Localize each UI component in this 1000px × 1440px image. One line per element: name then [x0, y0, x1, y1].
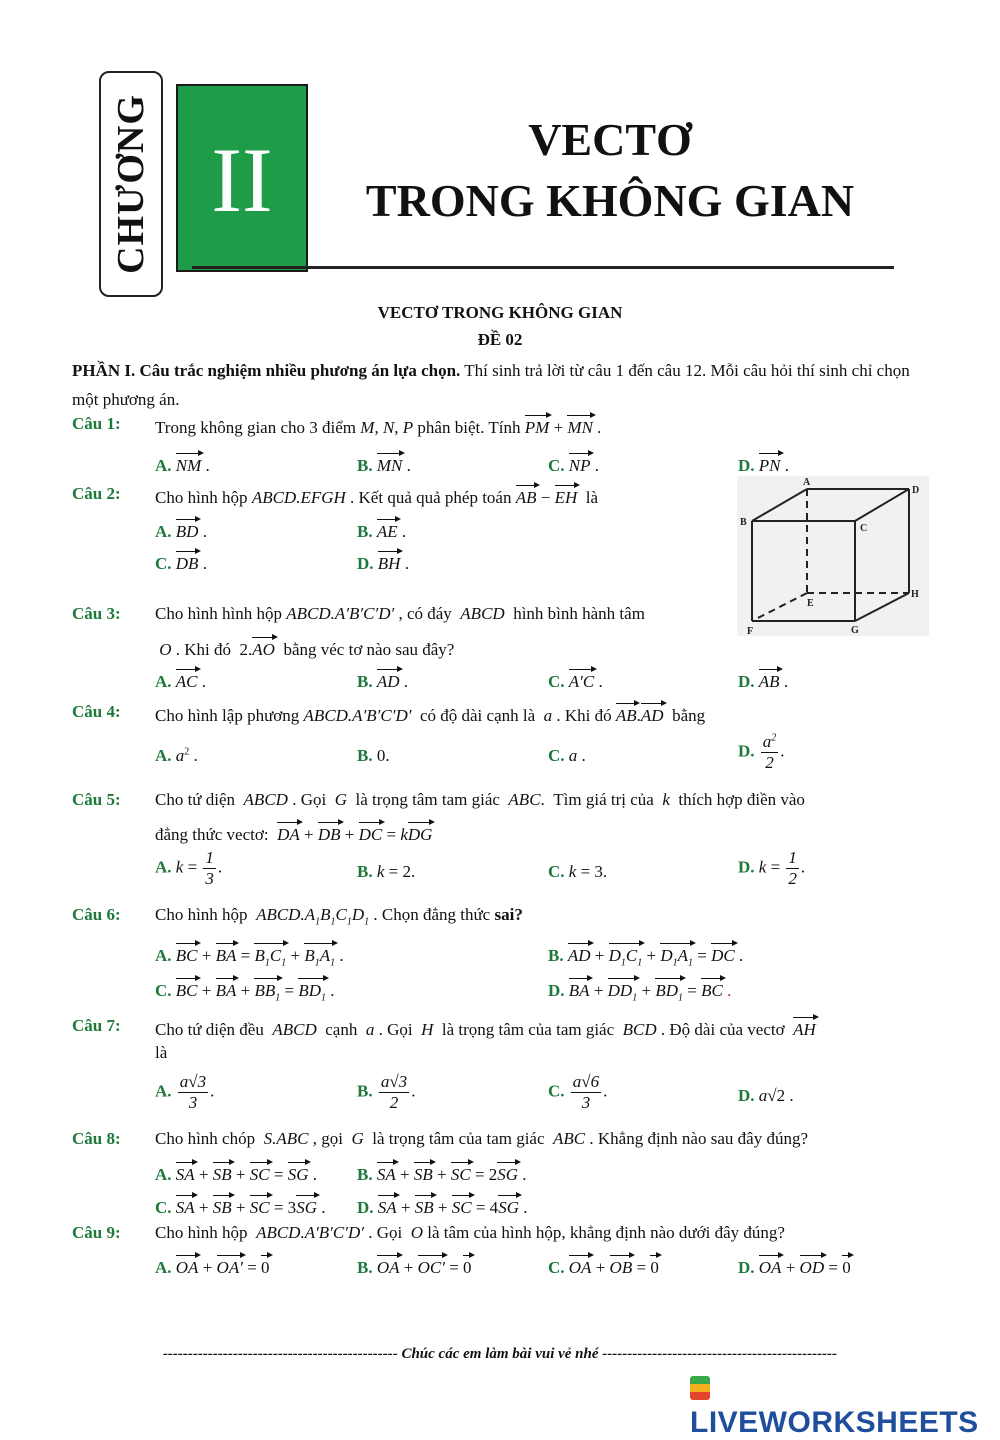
- question-6-text: Cho hình hộp $ABCD.A_1B_1C_1D_1$ . Chọn đẳng thức sai?: [155, 905, 523, 928]
- q4-option-a[interactable]: A. $a^2$ .: [155, 746, 198, 765]
- brand-name: LIVEWORKSHEETS: [690, 1406, 979, 1439]
- chapter-number-box: [176, 84, 308, 272]
- question-1-label: Câu 1:: [72, 414, 121, 433]
- chapter-title-line1: VECTƠ: [528, 114, 692, 165]
- q2-option-b[interactable]: B. AE .: [357, 518, 406, 542]
- question-4-label: Câu 4:: [72, 702, 121, 721]
- question-7-text-cont: là: [155, 1043, 168, 1062]
- question-3-label: Câu 3:: [72, 604, 121, 623]
- question-2-label: Câu 2:: [72, 484, 121, 503]
- q6-option-d[interactable]: D. BA + $DD_1 + BD_1$ = BC .: [548, 977, 731, 1003]
- question-7-label: Câu 7:: [72, 1016, 121, 1035]
- q8-option-c[interactable]: C. SA + SB + SC = 3SG .: [155, 1194, 325, 1218]
- q4-option-c[interactable]: C. a .: [548, 746, 586, 765]
- q7-option-c[interactable]: C. $\frac{a√6}{3}$ .: [548, 1072, 608, 1112]
- q7-option-d[interactable]: D. a√2 .: [738, 1086, 794, 1105]
- q6-option-b[interactable]: B. AD + $D_1C_1 + D_1A_1$ = DC .: [548, 942, 743, 968]
- q9-option-d[interactable]: D. OA + OD = 0: [738, 1254, 851, 1278]
- chapter-number: II: [211, 129, 273, 231]
- cube-label-f: F: [747, 626, 754, 636]
- part-label: PHẦN I. Câu trắc nghiệm nhiều phương án lựa chọn.: [72, 361, 461, 380]
- part-instructions: [72, 356, 932, 414]
- question-8-label: Câu 8:: [72, 1129, 121, 1148]
- q9-option-b[interactable]: B. OA + OC′ = 0: [357, 1254, 472, 1278]
- cube-label-e: E: [807, 598, 814, 609]
- q4-option-b[interactable]: B. 0.: [357, 746, 390, 765]
- q9-option-a[interactable]: A. OA + OA′ = 0: [155, 1254, 270, 1278]
- cube-label-b: B: [740, 517, 747, 528]
- title-divider: [192, 266, 894, 269]
- question-3-text: Cho hình hình hộp ABCD.A′B′C′D′ , có đáy ABCD hình bình hành tâm: [155, 604, 645, 623]
- q1-option-d[interactable]: D. PN .: [738, 452, 789, 476]
- question-5-text: Cho tứ diện ABCD . Gọi G là trọng tâm tam giác ABC. Tìm giá trị của k thích hợp điền vào: [155, 790, 805, 809]
- q1-option-c[interactable]: C. NP .: [548, 452, 599, 476]
- question-4-text: Cho hình lập phương ABCD.A′B′C′D′ có độ dài cạnh là a . Khi đó AB.AD bằng: [155, 702, 705, 726]
- q9-option-c[interactable]: C. OA + OB = 0: [548, 1254, 659, 1278]
- brand-mark-icon: [690, 1376, 710, 1400]
- q5-option-c[interactable]: C. k = 3.: [548, 862, 608, 881]
- q8-option-b[interactable]: B. SA + SB + SC = 2SG .: [357, 1161, 527, 1185]
- q4-option-d[interactable]: D. $\frac{a^2}{2}$ .: [738, 732, 785, 772]
- part-text: Thí sinh trả lời từ câu 1 đến câu 12. Mỗi câu hỏi thí sinh chỉ chọn một phương án.: [72, 361, 910, 409]
- q3-option-b[interactable]: B. AD .: [357, 668, 408, 692]
- q8-option-d[interactable]: D. SA + SB + SC = 4SG .: [357, 1194, 527, 1218]
- q7-option-b[interactable]: B. $\frac{a√3}{2}$ .: [357, 1072, 416, 1112]
- question-7-text: Cho tứ diện đều ABCD cạnh a . Gọi H là trọng tâm của tam giác BCD . Độ dài của vectơ AH: [155, 1016, 816, 1040]
- q8-option-a[interactable]: A. SA + SB + SC = SG .: [155, 1161, 317, 1185]
- question-8-text: Cho hình chóp S.ABC , gọi G là trọng tâm của tam giác ABC . Khẳng định nào sau đây đúng?: [155, 1129, 808, 1148]
- chapter-label: CHƯƠNG: [110, 94, 152, 274]
- q1-option-b[interactable]: B. MN .: [357, 452, 411, 476]
- cube-figure: [737, 476, 929, 636]
- chapter-label-box: [99, 71, 163, 297]
- q3-option-d[interactable]: D. AB .: [738, 668, 788, 692]
- q5-option-b[interactable]: B. k = 2.: [357, 862, 416, 881]
- q2-option-c[interactable]: C. DB .: [155, 550, 207, 574]
- q2-option-d[interactable]: D. BH .: [357, 550, 409, 574]
- brand-logo: [690, 1372, 1000, 1440]
- q1-option-a[interactable]: A. NM .: [155, 452, 210, 476]
- cube-label-a: A: [803, 477, 811, 488]
- q3-option-c[interactable]: C. A′C .: [548, 668, 603, 692]
- footer-message: ----------------------------------------------- Chúc các em làm bài vui vẻ nhé -----------------------------------------------: [162, 1346, 838, 1362]
- q3-option-a[interactable]: A. AC .: [155, 668, 206, 692]
- worksheet-subtitle: VECTƠ TRONG KHÔNG GIAN: [377, 303, 623, 322]
- q6-option-a[interactable]: A. BC + BA = $B_1C_1 + B_1A_1$ .: [155, 942, 344, 968]
- question-1-text: Trong không gian cho 3 điểm M, N, P phân biệt. Tính PM + MN .: [155, 414, 601, 438]
- question-5-label: Câu 5:: [72, 790, 121, 809]
- chapter-title-line2: TRONG KHÔNG GIAN: [365, 175, 855, 226]
- q5-option-a[interactable]: A. k = $\frac{1}{3}$ .: [155, 848, 223, 888]
- q7-option-a[interactable]: A. $\frac{a√3}{3}$ .: [155, 1072, 215, 1112]
- q2-option-a[interactable]: A. BD .: [155, 518, 207, 542]
- q5-option-d[interactable]: D. k = $\frac{1}{2}$ .: [738, 848, 806, 888]
- question-6-label: Câu 6:: [72, 905, 121, 924]
- cube-label-g: G: [851, 625, 859, 636]
- cube-label-d: D: [912, 485, 920, 496]
- cube-label-c: C: [860, 523, 868, 534]
- question-5-text-cont: đẳng thức vectơ: DA + DB + DC = kDG: [155, 821, 432, 845]
- question-2-text: Cho hình hộp ABCD.EFGH . Kết quả quả phép toán AB − EH là: [155, 484, 598, 508]
- question-9-label: Câu 9:: [72, 1223, 121, 1242]
- q6-option-c[interactable]: C. BC + BA + $BB_1 = BD_1$ .: [155, 977, 335, 1003]
- question-3-text-cont: O . Khi đó 2.AO bằng véc tơ nào sau đây?: [155, 636, 454, 660]
- question-9-text: Cho hình hộp ABCD.A′B′C′D′ . Gọi O là tâm của hình hộp, khẳng định nào dưới đây đúng?: [155, 1223, 785, 1242]
- cube-label-h: H: [911, 589, 919, 600]
- exam-code: ĐỀ 02: [477, 330, 523, 349]
